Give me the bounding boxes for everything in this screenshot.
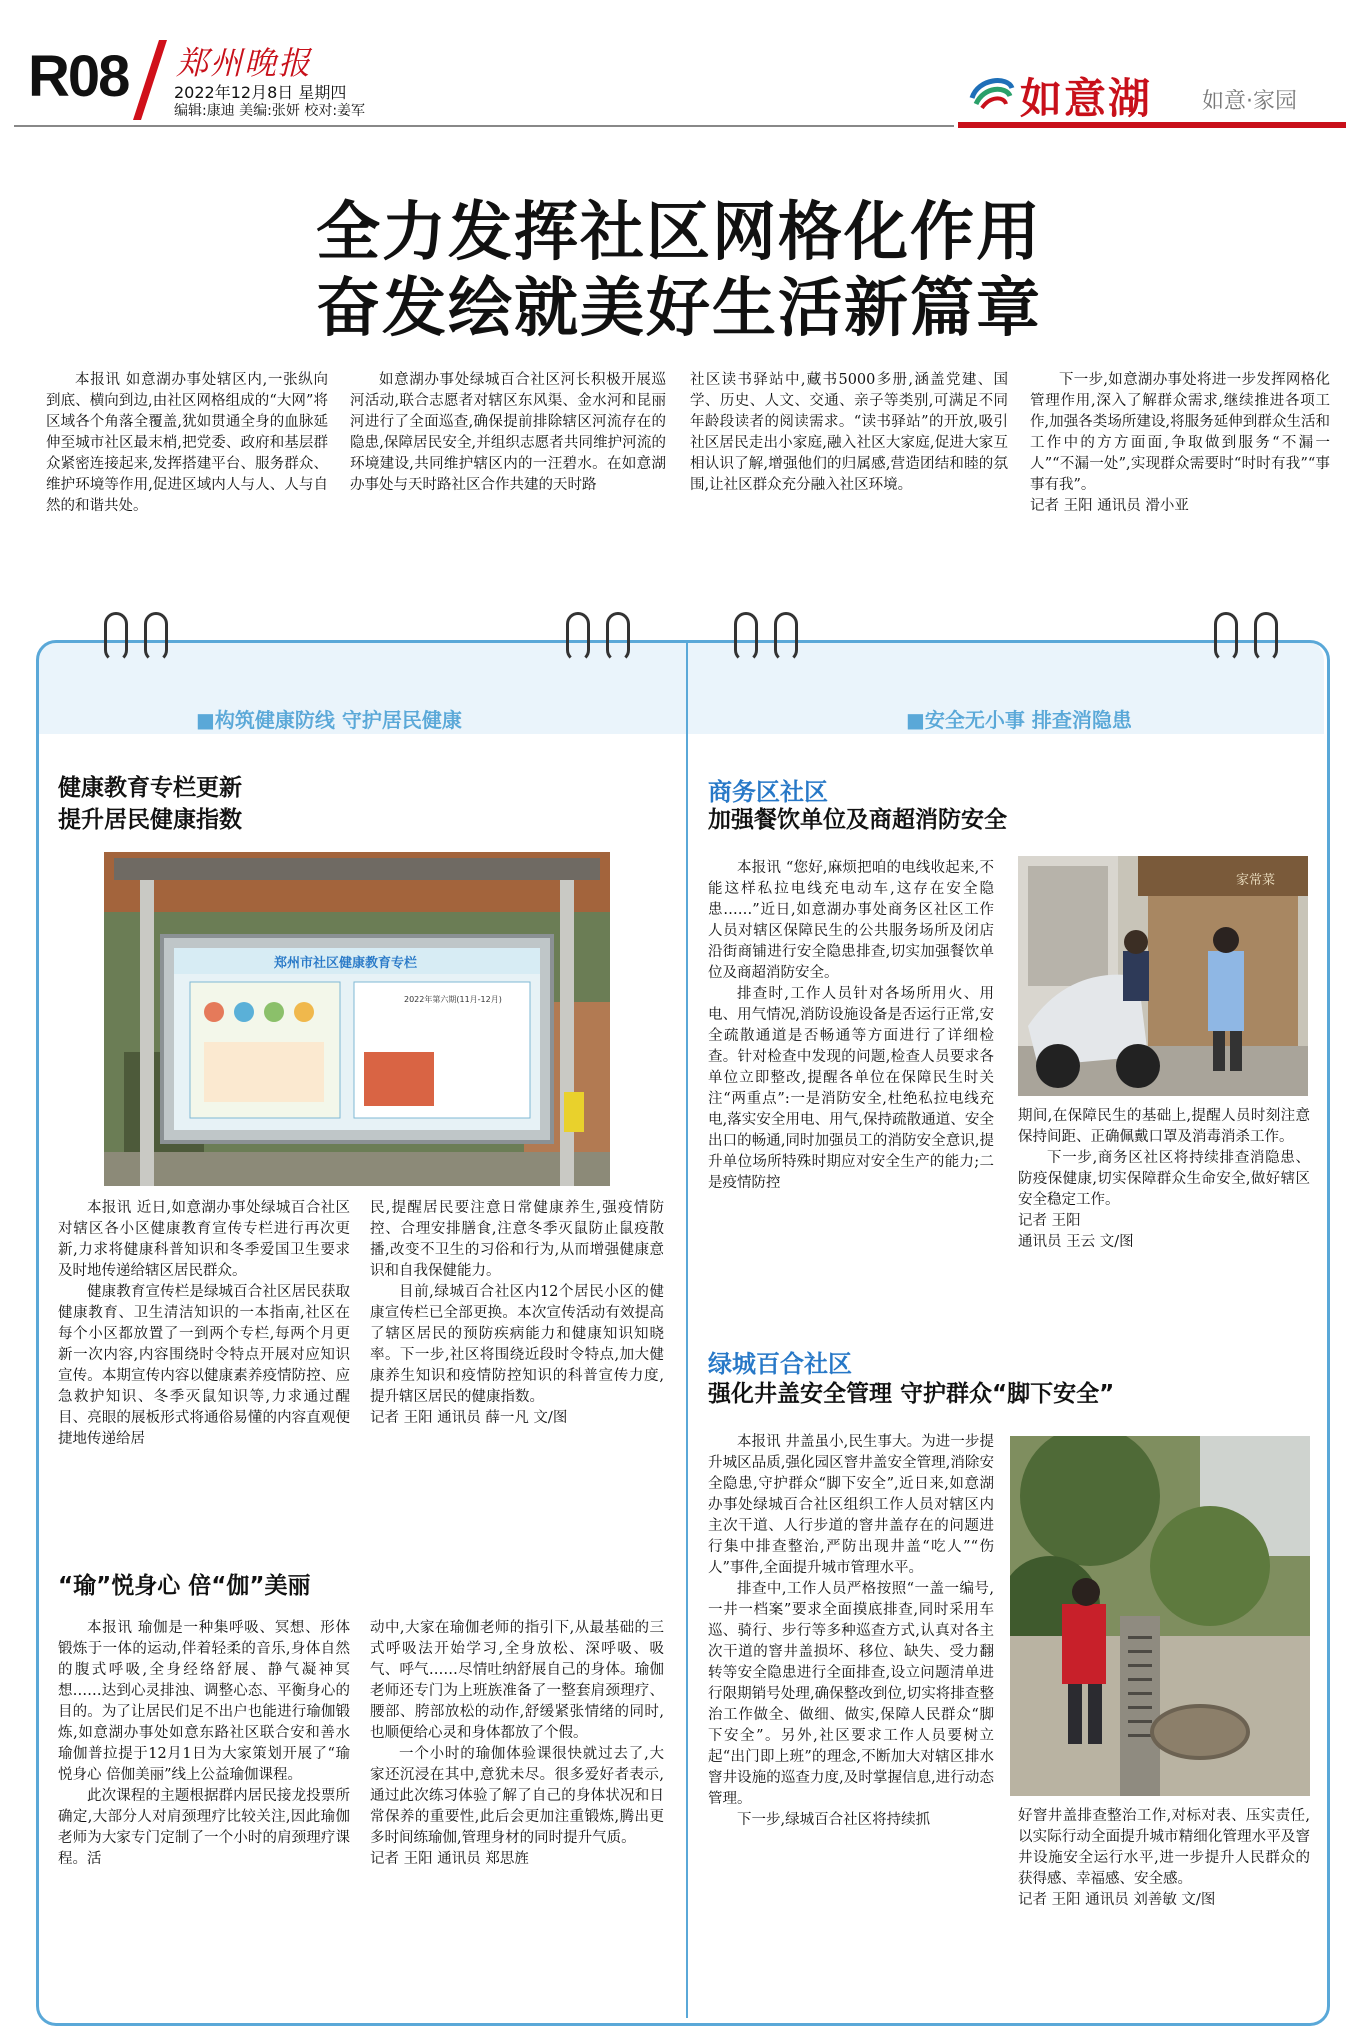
commerce-byline-2: 通讯员 王云 文/图 [1018, 1234, 1134, 1250]
manhole-byline: 记者 王阳 通讯员 刘善敏 文/图 [1018, 1892, 1216, 1908]
masthead-slash [133, 40, 167, 120]
commerce-article-column-2: 期间,在保障民生的基础上,提醒人员时刻注意保持间距、正确佩戴口罩及消毒消杀工作。 下一步,商务区社区将持续排查消隐患、防疫保健康,切实保障群众生命安全,做好辖区安全稳定工作。 记者 王阳 通讯员 王云 文/图 [1018, 1106, 1310, 1253]
left-section-label: ■构筑健康防线 守护居民健康 [196, 708, 462, 732]
manhole-article-column-2: 好窨井盖排查整治工作,对标对表、压实责任,以实际行动全面提升城市精细化管理水平及窨井设施安全运行水平,进一步提升人民群众的获得感、幸福感、安全感。 记者 王阳 通讯员 刘善敏 文/图 [1018, 1806, 1310, 1911]
panel-divider [686, 642, 688, 2018]
shop-sign: 家常菜 [1236, 873, 1276, 888]
manhole-article-column-1: 本报讯 井盖虽小,民生事大。为进一步提升城区品质,强化园区窨井盖安全管理,消除安全隐患,守护群众“脚下安全”,近日来,如意湖办事处绿城百合社区组织工作人员对辖区内主次干道、人行步道的窨井盖存在的问题进行集中排查整治,严防出现井盖“吃人”“伤人”事件,全面提升城市管理水平。 排查中,工作人员严格按照“一盖一编号,一井一档案”要求全面摸底排查,同时采用车巡、骑行、步行等多种巡查方式,认真对各主次干道的窨井盖损坏、移位、缺失、受力翻转等安全隐患进行全面排查,设立问题清单进行限期销号处理,确保整改到位,切实将排查整治工作做全、做细、做实,保障人民群众“脚下安全”。另外,社区要求工作人员要树立起“出门即上班”的理念,不断加大对辖区排水窨井设施的巡查力度,及时掌握信息,进行动态管理。 下一步,绿城百合社区将持续抓 [708, 1434, 994, 1828]
health-board-photo [104, 852, 610, 1186]
lead-headline-1: 全力发挥社区网格化作用 [316, 196, 1042, 270]
commerce-kicker: 商务区社区 [708, 778, 828, 806]
binder-ring-icon [734, 612, 758, 662]
binder-ring-icon [104, 612, 128, 662]
commerce-byline-1: 记者 王阳 [1018, 1213, 1081, 1229]
manhole-article-title: 强化井盖安全管理 守护群众“脚下安全” [708, 1381, 1115, 1407]
binder-ring-icon [1214, 612, 1238, 662]
lead-column-3: 社区读书驿站中,藏书5000多册,涵盖党建、国学、历史、人文、交通、亲子等类别,可满足不同年龄段读者的阅读需求。“读书驿站”的开放,吸引社区居民走出小家庭,融入社区大家庭,促进大家互相认识了解,增强他们的归属感,营造团结和睦的氛围,让社区群众充分融入社区环境。 [690, 372, 1008, 493]
binder-ring-icon [566, 612, 590, 662]
health-byline: 记者 王阳 通讯员 薛一凡 文/图 [370, 1410, 568, 1426]
health-article-title-2: 提升居民健康指数 [58, 807, 242, 833]
health-article-column-1: 本报讯 近日,如意湖办事处绿城百合社区对辖区各小区健康教育宣传专栏进行再次更新,力求将健康科普知识和冬季爱国卫生要求及时地传递给辖区居民群众。 健康教育宣传栏是绿城百合社区居民获取健康教育、卫生清洁知识的一本指南,社区在每个小区都放置了一到两个专栏,每两个月更新一次内容,内容围绕时令特点开展对应知识宣传。本期宣传内容以健康素养疫情防控、应急救护知识、冬季灭鼠知识等,力求通过醒目、亮眼的展板形式将通俗易懂的内容直观便捷地传递给居 [58, 1200, 350, 1447]
board-title: 郑州市社区健康教育专栏 [274, 956, 418, 971]
health-article-column-2: 民,提醒居民要注意日常健康养生,强疫情防控、合理安排膳食,注意冬季灭鼠防止鼠疫散播,改变不卫生的习俗和行为,从而增强健康意识和自我保健能力。 目前,绿城百合社区内12个居民小区的健康宣传栏已全部更换。本次宣传活动有效提高了辖区居民的预防疾病能力和健康知识知晓率。下一步,社区将围绕近段时令特点,加大健康养生知识和疫情防控知识的科普宣传力度,提升辖区居民的健康指数。 记者 王阳 通讯员 薛一凡 文/图 [370, 1198, 664, 1429]
right-section-label: ■安全无小事 排查消隐患 [906, 708, 1132, 732]
page-number: R08 [28, 44, 129, 109]
lead-column-1: 本报讯 如意湖办事处辖区内,一张纵向到底、横向到边,由社区网格组成的“大网”将区域各个角落全覆盖,犹如贯通全身的血脉延伸至城市社区最末梢,把党委、政府和基层群众紧密连接起来,发挥搭建平台、服务群众、维护环境等作用,促进区域内人与人、人与自然的和谐共处。 [46, 372, 328, 514]
manhole-kicker: 绿城百合社区 [708, 1350, 852, 1378]
binder-ring-icon [774, 612, 798, 662]
lead-byline: 记者 王阳 通讯员 滑小亚 [1030, 498, 1189, 514]
manhole-inspection-photo [1010, 1436, 1310, 1796]
commerce-inspection-photo [1018, 856, 1308, 1096]
lead-column-2: 如意湖办事处绿城百合社区河长积极开展巡河活动,联合志愿者对辖区东风渠、金水河和昆丽河进行了全面巡查,确保提前排除辖区河流存在的隐患,保障居民安全,并组织志愿者共同维护河流的环境建设,共同维护辖区内的一汪碧水。在如意湖办事处与天时路社区合作共建的天时路 [350, 372, 666, 493]
board-issue: 2022年第六期(11月-12月) [404, 995, 502, 1004]
editor-line: 编辑:康迪 美编:张妍 校对:姜军 [174, 103, 366, 119]
dateline: 2022年12月8日 星期四 [174, 83, 347, 102]
health-article-title-1: 健康教育专栏更新 [58, 775, 242, 801]
swirl-logo-icon [968, 68, 1016, 112]
binder-ring-icon [144, 612, 168, 662]
lead-column-4: 下一步,如意湖办事处将进一步发挥网格化管理作用,深入了解群众需求,继续推进各项工作,加强各类场所建设,将服务延伸到群众生活和工作中的方方面面,争取做到服务“不漏一人”“不漏一处”,实现群众需要时“时时有我”“事事有我”。 记者 王阳 通讯员 滑小亚 [1030, 370, 1330, 517]
yoga-article-column-2: 动中,大家在瑜伽老师的指引下,从最基础的三式呼吸法开始学习,全身放松、深呼吸、吸气、呼气……尽情吐纳舒展自己的身体。瑜伽老师还专门为上班族准备了一整套肩颈理疗、腰部、胯部放松的动作,舒缓紧张情绪的同时,也顺便给心灵和身体都放了个假。 一个小时的瑜伽体验课很快就过去了,大家还沉浸在其中,意犹未尽。很多爱好者表示,通过此次练习体验了解了自己的身体状况和日常保养的重要性,此后会更加注重锻炼,腾出更多时间练瑜伽,管理身材的同时提升气质。 记者 王阳 通讯员 郑思旌 [370, 1618, 664, 1870]
yoga-article-title: “瑜”悦身心 倍“伽”美丽 [58, 1573, 311, 1599]
binder-ring-icon [1254, 612, 1278, 662]
yoga-byline: 记者 王阳 通讯员 郑思旌 [370, 1851, 529, 1867]
section-title: 如意湖 [1020, 74, 1153, 123]
commerce-article-title: 加强餐饮单位及商超消防安全 [708, 807, 1007, 833]
newspaper-brand: 郑州晚报 [176, 44, 313, 82]
binder-ring-icon [606, 612, 630, 662]
commerce-article-column-1: 本报讯 “您好,麻烦把咱的电线收起来,不能这样私拉电线充电动车,这存在安全隐患……”近日,如意湖办事处商务区社区工作人员对辖区保障民生的公共服务场所及闭店沿街商铺进行安全隐患排查,切实加强餐饮单位及商超消防安全。 排查时,工作人员针对各场所用火、用电、用气情况,消防设施设备是否运行正常,安全疏散通道是否畅通等方面进行了详细检查。针对检查中发现的问题,检查人员要求各单位立即整改,提醒各单位在保障民生时关注“两重点”:一是消防安全,杜绝私拉电线充电,落实安全用电、用气,保持疏散通道、安全出口的畅通,同时加强员工的消防安全意识,提升单位场所特殊时期应对安全生产的能力;二是疫情防控 [708, 860, 994, 1191]
section-subtitle: 如意·家园 [1202, 89, 1297, 114]
yoga-article-column-1: 本报讯 瑜伽是一种集呼吸、冥想、形体锻炼于一体的运动,伴着轻柔的音乐,身体自然的腹式呼吸,全身经络舒展、静气凝神冥想……达到心灵排浊、调整心态、平衡身心的目的。为了让居民们足不出户也能进行瑜伽锻炼,如意湖办事处如意东路社区联合安和善水瑜伽普拉提于12月1日为大家策划开展了“瑜悦身心 倍伽美丽”线上公益瑜伽课程。 此次课程的主题根据群内居民接龙投票所确定,大部分人对肩颈理疗比较关注,因此瑜伽老师为大家专门定制了一个小时的肩颈理疗课程。活 [58, 1620, 350, 1867]
header-rule [14, 125, 954, 127]
lead-headline-2: 奋发绘就美好生活新篇章 [316, 272, 1042, 346]
